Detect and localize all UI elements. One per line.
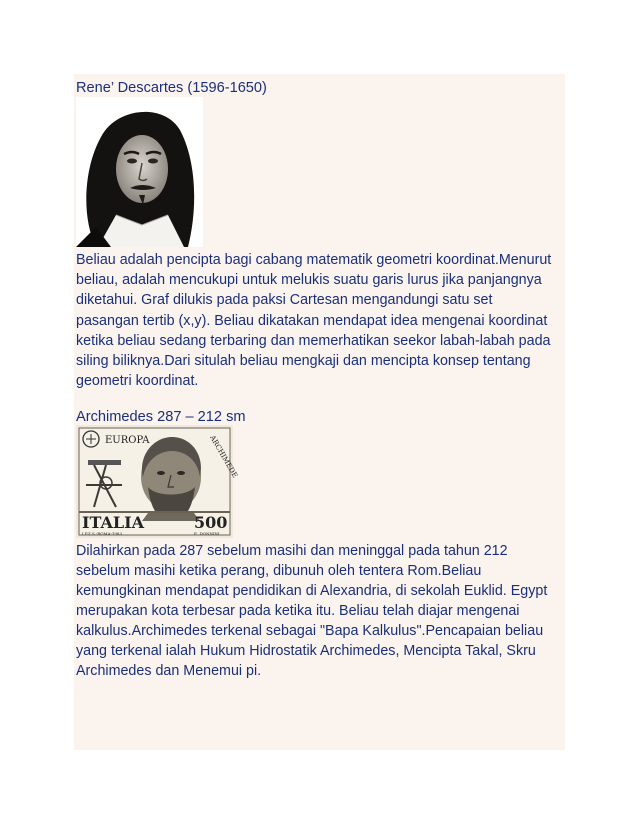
descartes-portrait	[76, 97, 203, 247]
text-line: merupakan kota terbesar pada ketika itu. Beliau telah diajar mengenai	[76, 603, 520, 619]
text-line: pasangan tertib (x,y). Beliau dikatakan mendapat idea mengenai koordinat	[76, 313, 548, 329]
stamp-country: ITALIA	[82, 513, 145, 532]
stamp-europa-label: EUROPA	[105, 435, 150, 446]
text-line: Beliau adalah pencipta bagi cabang matematik geometri koordinat.Menurut	[76, 252, 552, 268]
stamp-side-label: ARCHIMEDE	[208, 434, 239, 480]
stamp-printer-left: I.P.Z.S.-ROMA-1983	[82, 531, 123, 536]
portrait-image	[76, 97, 203, 247]
stamp-image	[76, 425, 239, 538]
text-line: kalkulus.Archimedes terkenal sebagai "Bapa Kalkulus".Pencapaian beliau	[76, 623, 544, 639]
text-line: sebelum masihi ketika perang, dibunuh oleh tentera Rom.Beliau	[76, 563, 482, 579]
text-line: diketahui. Graf dilukis pada paksi Cartesan mengandungi satu set	[76, 292, 493, 308]
text-line: yang terkenal ialah Hukum Hidrostatik Archimedes, Mencipta Takal, Skru	[76, 643, 536, 659]
text-line: siling biliknya.Dari situlah beliau mengkaji dan mencipta konsep tentang	[76, 353, 531, 369]
text-line: beliau, adalah mencukupi untuk melukis suatu garis lurus jika panjangnya	[76, 272, 542, 288]
archimedes-heading: Archimedes 287 – 212 sm	[76, 409, 246, 425]
stamp-value: 500	[194, 513, 228, 532]
text-line: ketika beliau sedang terbaring dan memerhatikan seekor labah-labah pada	[76, 333, 551, 349]
text-line: Dilahirkan pada 287 sebelum masihi dan meninggal pada tahun 212	[76, 543, 508, 559]
text-line: Archimedes dan Menemui pi.	[76, 663, 262, 679]
text-line: kemungkinan mendapat pendidikan di Alexandria, di sekolah Euklid. Egypt	[76, 583, 548, 599]
descartes-heading: Rene’ Descartes (1596-1650)	[76, 80, 267, 96]
archimedes-stamp	[76, 425, 239, 538]
text-line: geometri koordinat.	[76, 373, 199, 389]
stamp-printer-right: E. DONNINI	[194, 531, 220, 536]
